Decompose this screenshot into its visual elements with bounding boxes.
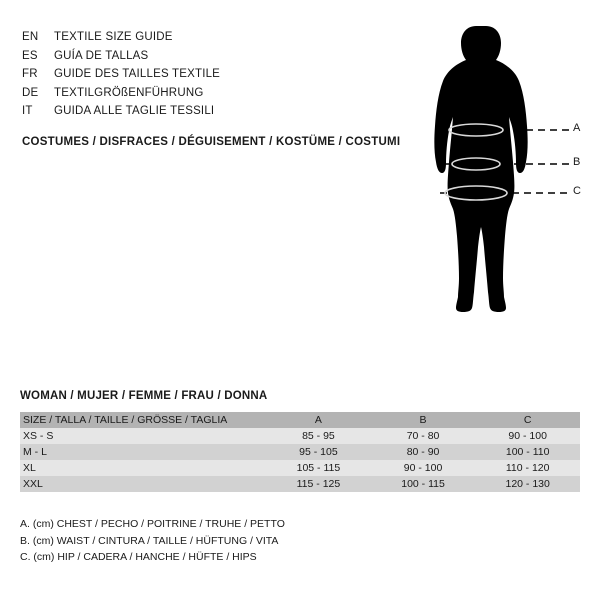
language-row-it (22, 102, 352, 121)
language-row-fr (22, 65, 352, 84)
language-text: TEXTILGRÖßENFÜHRUNG (54, 86, 204, 99)
column-header-size: SIZE / TALLA / TAILLE / GRÖSSE / TAGLIA (23, 414, 228, 426)
language-code: DE (22, 86, 39, 99)
cell-size: XL (23, 462, 36, 474)
size-table (20, 412, 580, 492)
cell-b: 90 - 100 (403, 462, 443, 474)
cell-size: XXL (23, 478, 43, 490)
cell-c: 110 - 120 (505, 462, 550, 474)
legend-item-c: C. (cm) HIP / CADERA / HANCHE / HÜFTE / HIPS (20, 551, 257, 563)
cell-b: 70 - 80 (406, 430, 440, 442)
language-list (22, 28, 352, 121)
cell-c: 90 - 100 (508, 430, 547, 442)
language-code: EN (22, 31, 39, 43)
language-row-en (22, 28, 352, 47)
costumes-heading: COSTUMES / DISFRACES / DÉGUISEMENT / KOSTÜME / COSTUMI (22, 136, 401, 148)
cell-a: 115 - 125 (296, 478, 341, 490)
language-text: GUIDE DES TAILLES TEXTILE (54, 68, 221, 81)
cell-c: 100 - 110 (505, 446, 550, 458)
measurement-lines (380, 18, 580, 378)
language-code: ES (22, 49, 38, 62)
cell-b: 80 - 90 (406, 446, 440, 458)
column-header-c: C (523, 414, 532, 426)
language-code: IT (22, 105, 33, 118)
table-row (20, 428, 580, 444)
table-header-row (20, 412, 580, 428)
measurement-legend (20, 516, 285, 566)
column-header-b: B (419, 414, 427, 426)
cell-size: M - L (23, 446, 47, 458)
table-row (20, 444, 580, 460)
cell-b: 100 - 115 (401, 478, 445, 490)
language-code: FR (22, 68, 38, 81)
language-row-de (22, 84, 352, 103)
cell-c: 120 - 130 (505, 478, 550, 490)
column-header-a: A (314, 414, 322, 426)
measure-label-a: A (573, 122, 581, 134)
language-text: TEXTILE SIZE GUIDE (54, 31, 173, 43)
legend-item-b: B. (cm) WAIST / CINTURA / TAILLE / HÜFTUNG / VITA (20, 534, 279, 547)
body-figure (380, 18, 580, 378)
cell-a: 85 - 95 (302, 430, 335, 442)
cell-a: 105 - 115 (296, 462, 341, 474)
measure-label-b: B (573, 156, 581, 168)
language-text: GUÍA DE TALLAS (54, 49, 149, 62)
table-row (20, 476, 580, 492)
cell-size: XS - S (23, 430, 54, 442)
table-row (20, 460, 580, 476)
section-title-woman: WOMAN / MUJER / FEMME / FRAU / DONNA (20, 390, 268, 402)
legend-item-a: A. (cm) CHEST / PECHO / POITRINE / TRUHE / PETTO (20, 518, 285, 530)
language-row-es (22, 47, 352, 66)
cell-a: 95 - 105 (299, 446, 338, 458)
language-text: GUIDA ALLE TAGLIE TESSILI (54, 105, 215, 118)
measure-label-c: C (573, 185, 581, 197)
